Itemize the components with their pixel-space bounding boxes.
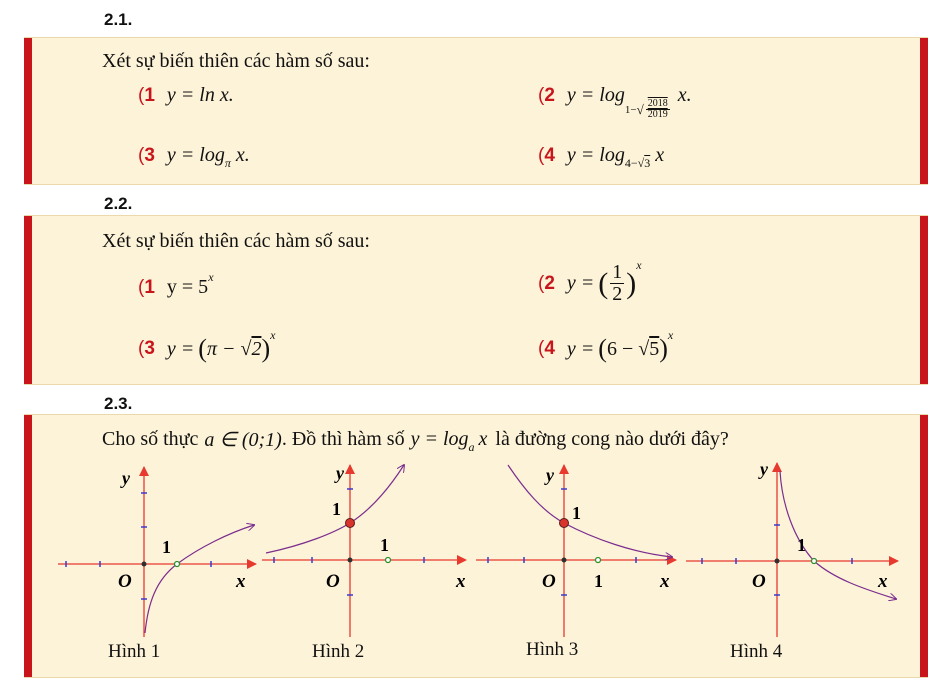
- formula-arg: x: [478, 428, 488, 450]
- item-2-1-2: [538, 84, 692, 120]
- exercise-box-2-1: [24, 37, 928, 185]
- item-2-2-1: [138, 270, 214, 299]
- formula-lhs: y =: [566, 337, 595, 360]
- origin-point: [142, 562, 147, 567]
- item-2-2-2: (2 y = ( $\frac{1}{2}$ ) x: [538, 258, 642, 305]
- y-label: y: [546, 465, 554, 485]
- log-base: a: [468, 440, 475, 454]
- origin-label: O: [752, 571, 766, 592]
- item-number: (2: [538, 272, 555, 294]
- exponent: x: [667, 327, 674, 342]
- one-label: 1: [332, 499, 341, 519]
- log-base: 4−√3: [624, 156, 651, 170]
- question-text: Cho số thực a ∈ (0;1) . Đồ thì hàm số y = log a x là đường cong nào dưới đây?: [102, 428, 729, 454]
- item-number: (3: [138, 144, 155, 166]
- section-title-2-3: 2.3.: [104, 394, 133, 413]
- origin-point: [348, 558, 353, 563]
- formula-log: y = log: [166, 144, 225, 166]
- formula-log: y = log: [566, 84, 625, 106]
- one-label: 1: [162, 537, 171, 557]
- point-one: [812, 559, 817, 564]
- formula-ln: y = ln x.: [166, 84, 234, 106]
- log-base: 1− √ $\frac{2018}{2019}$: [624, 97, 668, 120]
- item-number: (1: [138, 276, 155, 298]
- y-label: y: [122, 468, 130, 488]
- exercise-box-2-2: [24, 215, 928, 385]
- item-number: (4: [538, 338, 555, 359]
- one-label: 1: [594, 571, 603, 591]
- point-one: [386, 558, 391, 563]
- exponent: x: [208, 270, 214, 284]
- tick-marks: [488, 489, 636, 595]
- one-label: 1: [797, 535, 806, 555]
- graphs-svg: [24, 415, 928, 677]
- item-2-1-3: [138, 144, 250, 170]
- caption-hinh-2: Hình 2: [312, 641, 365, 662]
- item-number: (1: [138, 84, 155, 106]
- formula-arg: x: [655, 144, 665, 166]
- origin-label: O: [118, 571, 132, 592]
- item-2-1-1: [138, 84, 234, 107]
- x-label: x: [456, 571, 466, 592]
- y-label: y: [760, 459, 768, 479]
- exercise-intro: Xét sự biến thiên các hàm số sau:: [102, 50, 370, 72]
- fraction: $\frac{1}{2}$: [612, 261, 623, 305]
- origin-point: [775, 559, 780, 564]
- origin-point: [562, 558, 567, 563]
- formula-log: y = log: [566, 144, 625, 166]
- item-2-1-4: [538, 144, 665, 170]
- section-title-2-1: 2.1.: [104, 10, 133, 29]
- tick-marks: [274, 489, 424, 595]
- exponent: x: [636, 258, 642, 272]
- x-label: x: [236, 571, 246, 592]
- intercept-point: [560, 519, 569, 528]
- item-2-2-3: (3 y = ( π − √2 ) x: [138, 327, 276, 363]
- x-label: x: [878, 571, 888, 592]
- graph-hinh-3: [476, 465, 676, 637]
- one-label: 1: [380, 535, 389, 555]
- question-formula: y = log: [410, 428, 469, 450]
- exercise-intro: Xét sự biến thiên các hàm số sau:: [102, 230, 370, 252]
- item-number: (2: [538, 84, 555, 106]
- point-one: [596, 558, 601, 563]
- item-number: (4: [538, 144, 555, 166]
- graph-hinh-1: [58, 467, 256, 637]
- base-expression: π − √2: [206, 337, 262, 360]
- curve: [508, 465, 672, 557]
- section-title-2-2: 2.2.: [104, 194, 133, 213]
- condition-a: a ∈ (0;1): [204, 429, 282, 451]
- formula-lhs: y = 5: [166, 276, 209, 298]
- tick-marks: [66, 493, 211, 599]
- graph-hinh-2: [262, 463, 466, 637]
- formula-arg: x.: [677, 84, 692, 106]
- item-number: (3: [138, 338, 155, 359]
- graph-hinh-4: [686, 459, 898, 637]
- point-one: [175, 562, 180, 567]
- one-label: 1: [572, 503, 581, 523]
- caption-hinh-3: Hình 3: [526, 639, 579, 660]
- exercise-box-2-3: [24, 414, 928, 678]
- origin-label: O: [542, 571, 556, 592]
- exponent: x: [270, 327, 276, 342]
- item-2-2-4: (4 y = ( 6 − √5 ) x: [538, 327, 674, 363]
- origin-label: O: [326, 571, 340, 592]
- log-base: π: [224, 156, 231, 170]
- x-label: x: [660, 571, 670, 592]
- formula-arg: x.: [235, 144, 250, 166]
- caption-hinh-4: Hình 4: [730, 641, 783, 662]
- formula-lhs: y =: [566, 272, 595, 294]
- intercept-point: [346, 519, 355, 528]
- formula-lhs: y =: [166, 337, 195, 360]
- caption-hinh-1: Hình 1: [108, 641, 161, 662]
- y-label: y: [336, 463, 344, 483]
- base-expression: 6 − √5: [606, 337, 660, 360]
